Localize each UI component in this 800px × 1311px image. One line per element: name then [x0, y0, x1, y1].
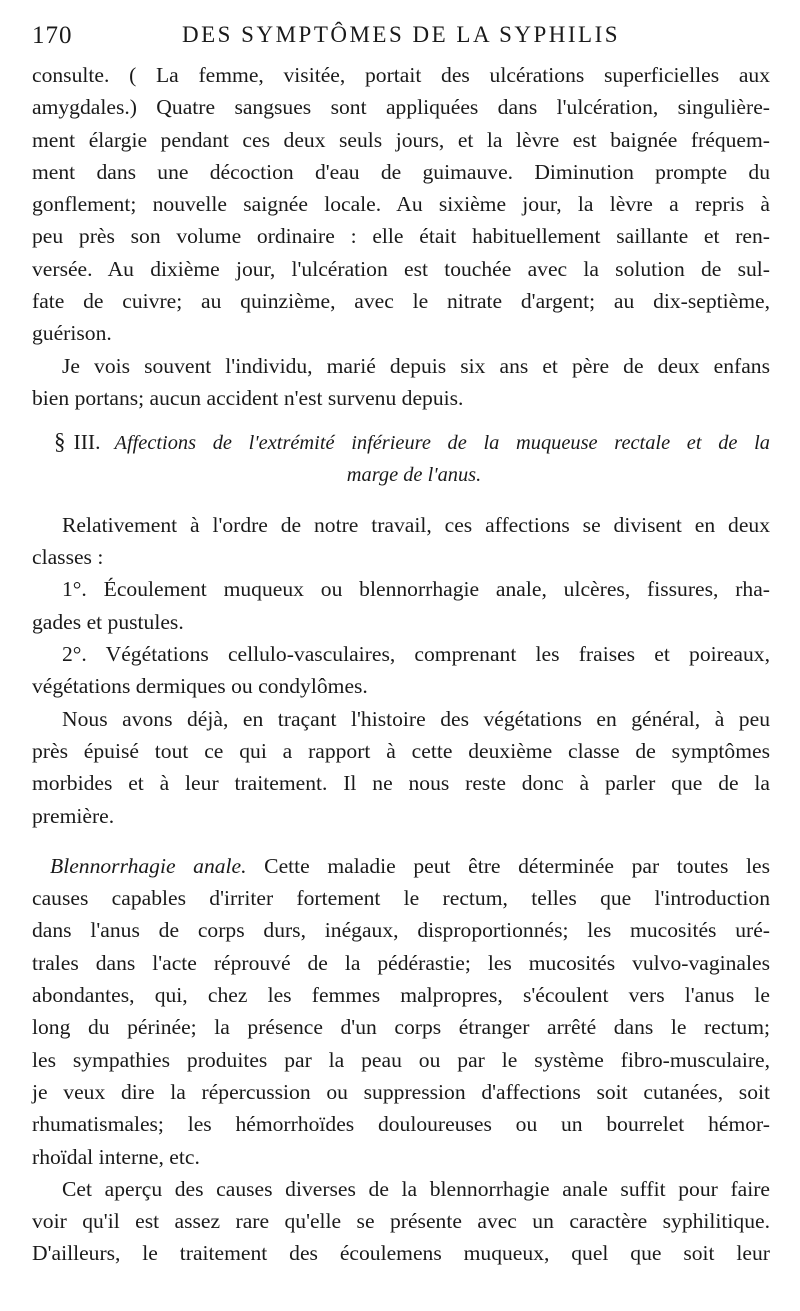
- text-line: long du périnée; la présence d'un corps étranger arrêté dans le rectum;: [32, 1015, 770, 1040]
- text-line: versée. Au dixième jour, l'ulcération est touchée avec la solution de sul-: [32, 256, 770, 281]
- text-line: Nous avons déjà, en traçant l'histoire des végétations en général, à peu: [62, 706, 770, 731]
- paragraph-vegetations: [32, 703, 770, 832]
- paragraph-classification: [32, 509, 770, 574]
- text-line: [32, 850, 770, 882]
- text-line: trales dans l'acte réprouvé de la pédérastie; les mucosités vulvo-vaginales: [32, 950, 770, 975]
- paragraph-follow-up: [32, 350, 770, 415]
- text-line: consulte. ( La femme, visitée, portait des ulcérations superficielles aux: [32, 63, 770, 87]
- text-line: D'ailleurs, le traitement des écoulemens muqueux, quel que soit leur: [32, 1241, 770, 1266]
- text-line: guérison.: [32, 321, 112, 346]
- text-line: ment élargie pendant ces deux seuls jours, et la lèvre est baignée fréquem-: [32, 127, 770, 152]
- text-line: gonflement; nouvelle saignée locale. Au sixième jour, la lèvre a repris à: [32, 192, 770, 217]
- text-line: Je vois souvent l'individu, marié depuis six ans et père de deux enfans: [62, 353, 770, 378]
- text-line: Cet aperçu des causes diverses de la blennorrhagie anale suffit pour faire: [62, 1176, 770, 1201]
- text-line: fate de cuivre; au quinzième, avec le nitrate d'argent; au dix-septième,: [32, 289, 770, 314]
- paragraph-apercu: [32, 1173, 770, 1270]
- section-number: III.: [73, 430, 101, 455]
- page-header: [32, 22, 770, 58]
- list-item-class-2: [32, 638, 770, 703]
- text-line: voir qu'il est assez rare qu'elle se présente avec un caractère syphilitique.: [32, 1209, 770, 1234]
- page-body: [32, 59, 770, 1270]
- blennorrhagie-label: Blennorrhagie anale.: [50, 853, 247, 878]
- paragraph-case-report: [32, 59, 770, 350]
- text-line: bien portans; aucun accident n'est survenu depuis.: [32, 385, 464, 410]
- text-line: Relativement à l'ordre de notre travail, ces affections se divisent en deux: [62, 512, 770, 537]
- text-line: causes capables d'irriter fortement le rectum, telles que l'introduction: [32, 886, 770, 911]
- text-line: végétations dermiques ou condylômes.: [32, 674, 368, 699]
- text-line: rhumatismales; les hémorrhoïdes douloureuses ou un bourrelet hémor-: [32, 1112, 770, 1137]
- section-heading: [32, 426, 770, 491]
- section-mark: §: [54, 429, 66, 455]
- page-number: 170: [32, 22, 73, 49]
- running-title: DES SYMPTÔMES DE LA SYPHILIS: [181, 22, 621, 47]
- text-line: morbides et à leur traitement. Il ne nous reste donc à parler que de la: [32, 771, 770, 796]
- text-line: amygdales.) Quatre sangsues sont appliquées dans l'ulcération, singulière-: [32, 95, 770, 120]
- text-line: rhoïdal interne, etc.: [32, 1144, 200, 1169]
- text-line: je veux dire la répercussion ou suppression d'affections soit cutanées, soit: [32, 1079, 770, 1104]
- text-fragment: Cette maladie peut être déterminée par toutes les: [264, 853, 770, 878]
- text-line: première.: [32, 803, 115, 828]
- list-item-class-1: [32, 573, 770, 638]
- text-line: près épuisé tout ce qui a rapport à cette deuxième classe de symptômes: [32, 738, 770, 763]
- book-page: [32, 22, 770, 1270]
- text-line: 1°. Écoulement muqueux ou blennorrhagie anale, ulcères, fissures, rha-: [62, 577, 770, 602]
- text-line: 2°. Végétations cellulo-vasculaires, comprenant les fraises et poireaux,: [62, 642, 770, 667]
- text-line: classes :: [32, 545, 104, 570]
- text-line: gades et pustules.: [32, 609, 184, 634]
- text-line: ment dans une décoction d'eau de guimauve. Diminution prompte du: [32, 159, 770, 184]
- paragraph-blennorrhagie: [32, 850, 770, 1173]
- section-title-line: Affections de l'extrémité inférieure de la muqueuse rectale et de la: [114, 432, 770, 455]
- text-line: abondantes, qui, chez les femmes malpropres, s'écoulent vers l'anus le: [32, 983, 770, 1008]
- text-line: dans l'anus de corps durs, inégaux, disproportionnés; les mucosités uré-: [32, 918, 770, 943]
- section-title-line: marge de l'anus.: [346, 463, 482, 486]
- text-line: les sympathies produites par la peau ou par le système fibro-musculaire,: [32, 1047, 770, 1072]
- text-line: peu près son volume ordinaire : elle était habituellement saillante et ren-: [32, 224, 770, 249]
